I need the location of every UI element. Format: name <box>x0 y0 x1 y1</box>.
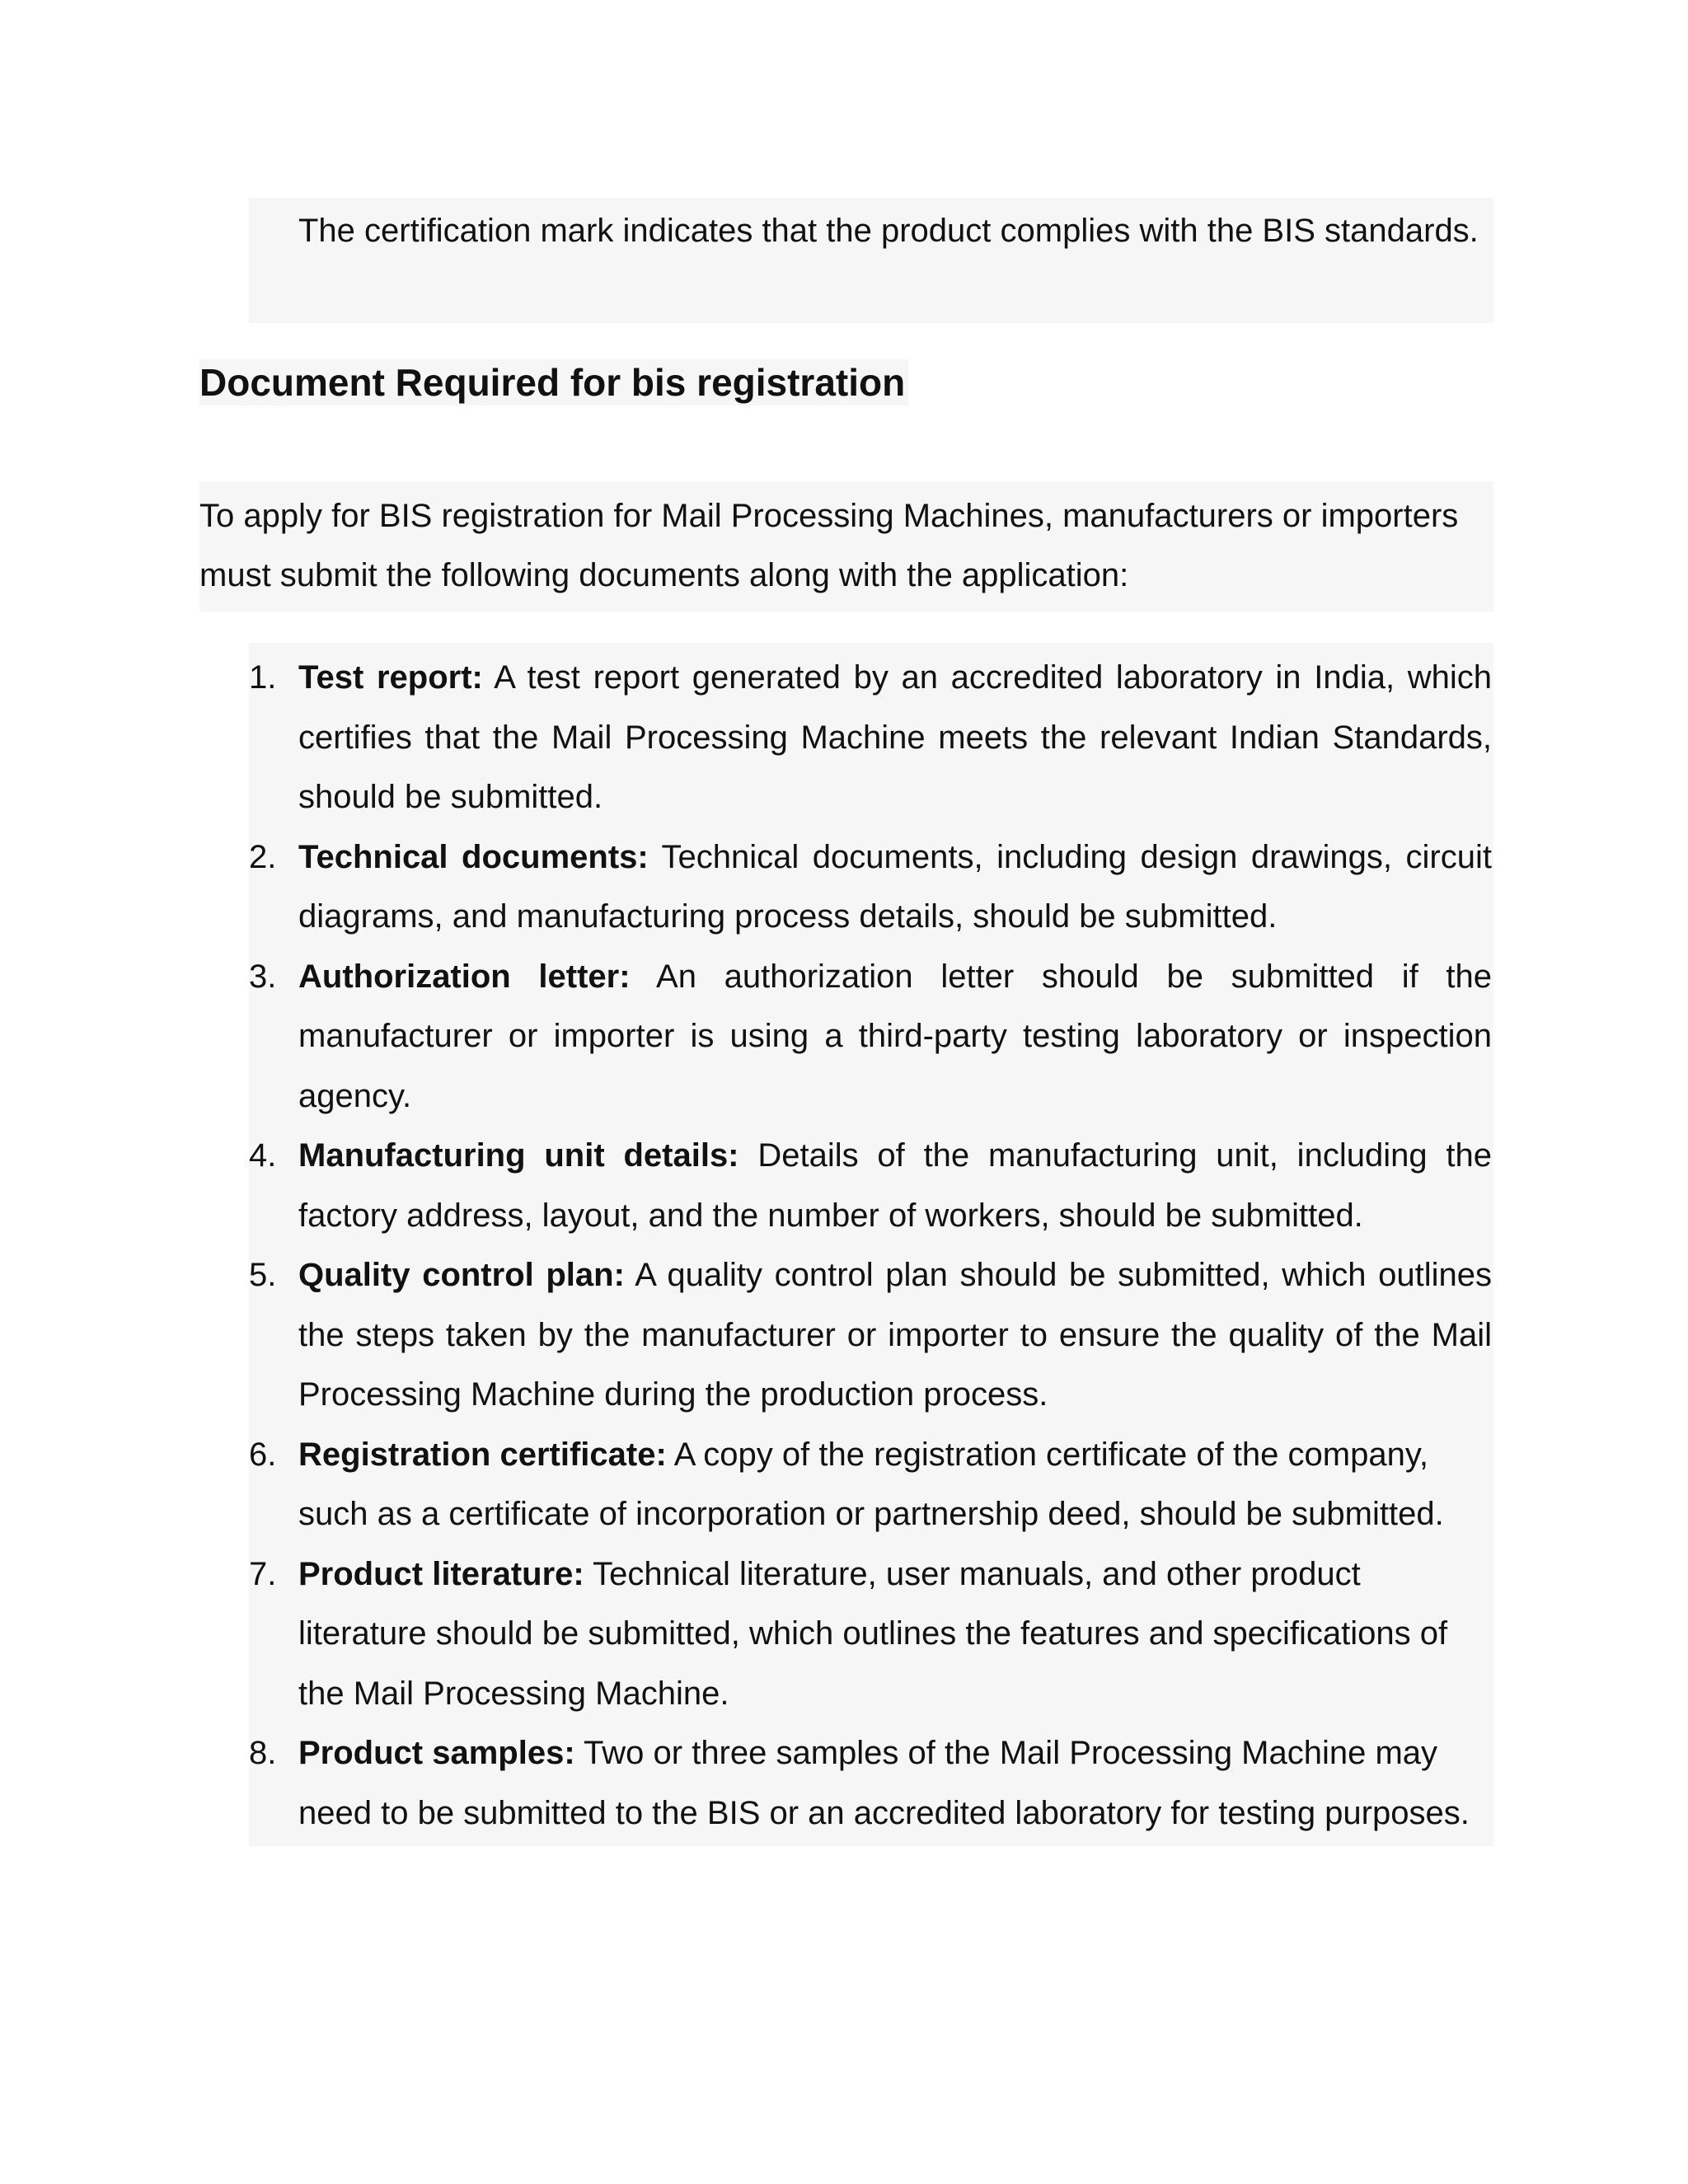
list-item-term: Registration certificate: <box>298 1436 667 1473</box>
list-item-text: Details of the manufacturing unit, including the factory address, layout, and the number of workers, should be submitted. <box>298 1137 1492 1234</box>
list-item-term: Authorization letter: <box>298 958 631 995</box>
list-item-number: 5. <box>249 1257 277 1293</box>
list-item-term: Quality control plan: <box>298 1257 625 1293</box>
list-item-number: 4. <box>249 1137 277 1174</box>
documents-list <box>249 648 1493 1843</box>
list-item-term: Product samples: <box>298 1735 575 1771</box>
list-item <box>249 648 1492 827</box>
list-item <box>249 1126 1492 1245</box>
list-item <box>249 827 1492 947</box>
documents-list-block <box>249 643 1493 1846</box>
list-item-term: Technical documents: <box>298 838 649 875</box>
list-item <box>249 947 1492 1127</box>
list-item <box>249 1425 1492 1544</box>
list-item <box>249 1544 1492 1724</box>
list-item-text: A test report generated by an accredited laboratory in India, which certifies that the Mail Processing Machine meets the relevant Indian Standards, should be submitted. <box>298 659 1493 815</box>
list-item-term: Manufacturing unit details: <box>298 1137 739 1174</box>
intro-note-block <box>249 198 1493 323</box>
list-item-text: Technical documents, including design drawings, circuit diagrams, and manufacturing process details, should be submitted. <box>298 838 1492 935</box>
list-item-number: 7. <box>249 1555 277 1592</box>
lead-paragraph-block <box>199 481 1493 612</box>
list-item <box>249 1723 1492 1843</box>
list-item-text: Technical literature, user manuals, and other product literature should be submitted, which outlines the features and specifications of the Mail Processing Machine. <box>298 1555 1448 1712</box>
list-item-number: 6. <box>249 1436 277 1473</box>
section-heading: Document Required for bis registration <box>199 359 908 405</box>
list-item-number: 1. <box>249 659 277 696</box>
list-item-text: Two or three samples of the Mail Processing Machine may need to be submitted to the BIS or an accredited laboratory for testing purposes. <box>298 1735 1470 1831</box>
list-item-number: 8. <box>249 1735 277 1771</box>
list-item-text: An authorization letter should be submitted if the manufacturer or importer is using a third-party testing laboratory or inspection agency. <box>298 958 1492 1114</box>
list-item-number: 2. <box>249 838 277 875</box>
list-item-text: A quality control plan should be submitted, which outlines the steps taken by the manufacturer or importer to ensure the quality of the Mail Processing Machine during the production process. <box>298 1257 1493 1413</box>
list-item <box>249 1245 1492 1425</box>
list-item-term: Test report: <box>298 659 483 696</box>
list-item-number: 3. <box>249 958 277 995</box>
list-item-text: A copy of the registration certificate of the company, such as a certificate of incorporation or partnership deed, should be submitted. <box>298 1436 1444 1532</box>
intro-note-text: The certification mark indicates that the product complies with the BIS standards. <box>298 213 1479 249</box>
lead-paragraph: To apply for BIS registration for Mail Processing Machines, manufacturers or importers must submit the following documents along with the application: <box>199 498 1459 593</box>
list-item-term: Product literature: <box>298 1555 584 1592</box>
